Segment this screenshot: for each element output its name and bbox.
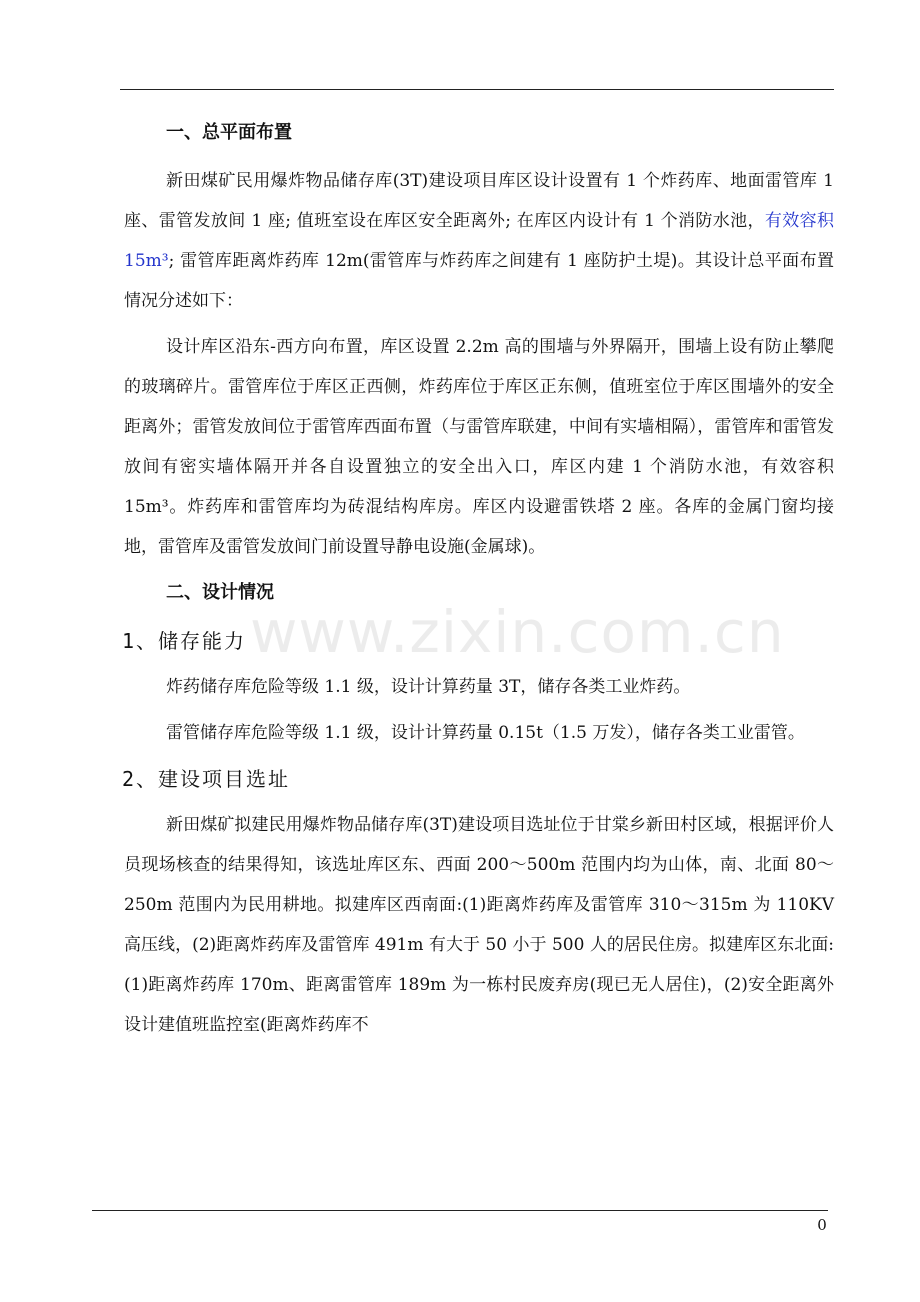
watermark: www.zixin.com.cn xyxy=(250,598,785,666)
paragraph-detonator-storage: 雷管储存库危险等级 1.1 级，设计计算药量 0.15t（1.5 万发），储存各类工业雷管。 xyxy=(166,723,805,743)
text-run: ; 雷管库距离炸药库 12m(雷管库与炸药库之间建有 1 座防护土堤)。其设计总平面布置情况分述如下： xyxy=(124,251,834,311)
footer-rule xyxy=(92,1210,828,1211)
subheading-storage-capacity: 1、储存能力 xyxy=(122,629,247,653)
section-heading-layout: 一、总平面布置 xyxy=(166,122,292,143)
header-rule xyxy=(120,89,834,90)
paragraph-layout-detail: 设计库区沿东-西方向布置，库区设置 2.2m 高的围墙与外界隔开，围墙上设有防止攀爬的玻璃碎片。雷管库位于库区正西侧，炸药库位于库区正东侧，值班室位于库区围墙外的安全距离外；雷管发放间位于雷管库西面布置（与雷管库联建，中间有实墙相隔），雷管库和雷管发放间有密实墙体隔开并各自设置独立的安全出入口，库区内建 1 个消防水池，有效容积 15m³。炸药库和雷管库均为砖混结构库房。库区内设避雷铁塔 2 座。各库的金属门窗均接地，雷管库及雷管发放间门前设置导静电设施(金属球)。 xyxy=(124,337,834,557)
text-run: 新田煤矿民用爆炸物品储存库(3T)建设项目库区设计设置有 1 个炸药库、地面雷管库 1 座、雷管发放间 1 座; 值班室设在库区安全距离外; 在库区内设计有 1 个消防水池， xyxy=(124,171,834,231)
highlighted-text: 有效容积 15m³ xyxy=(124,211,834,271)
section-heading-design: 二、设计情况 xyxy=(166,582,274,603)
paragraph-site-overview xyxy=(124,161,834,321)
paragraph-site-selection: 新田煤矿拟建民用爆炸物品储存库(3T)建设项目选址位于甘棠乡新田村区域，根据评价人员现场核查的结果得知，该选址库区东、西面 200～500m 范围内均为山体，南、北面 80～250m 范围内为民用耕地。拟建库区西南面:(1)距离炸药库及雷管库 310～315m 为 110KV 高压线，(2)距离炸药库及雷管库 491m 有大于 50 小于 500 人的居民住房。拟建库区东北面:(1)距离炸药库 170m、距离雷管库 189m 为一栋村民废弃房(现已无人居住)，(2)安全距离外设计建值班监控室(距离炸药库不 xyxy=(124,815,834,1035)
subheading-site-selection: 2、建设项目选址 xyxy=(122,767,291,791)
document-body xyxy=(124,113,834,1051)
page-number: 0 xyxy=(817,1216,827,1234)
paragraph-explosives-storage: 炸药储存库危险等级 1.1 级，设计计算药量 3T，储存各类工业炸药。 xyxy=(166,677,691,697)
